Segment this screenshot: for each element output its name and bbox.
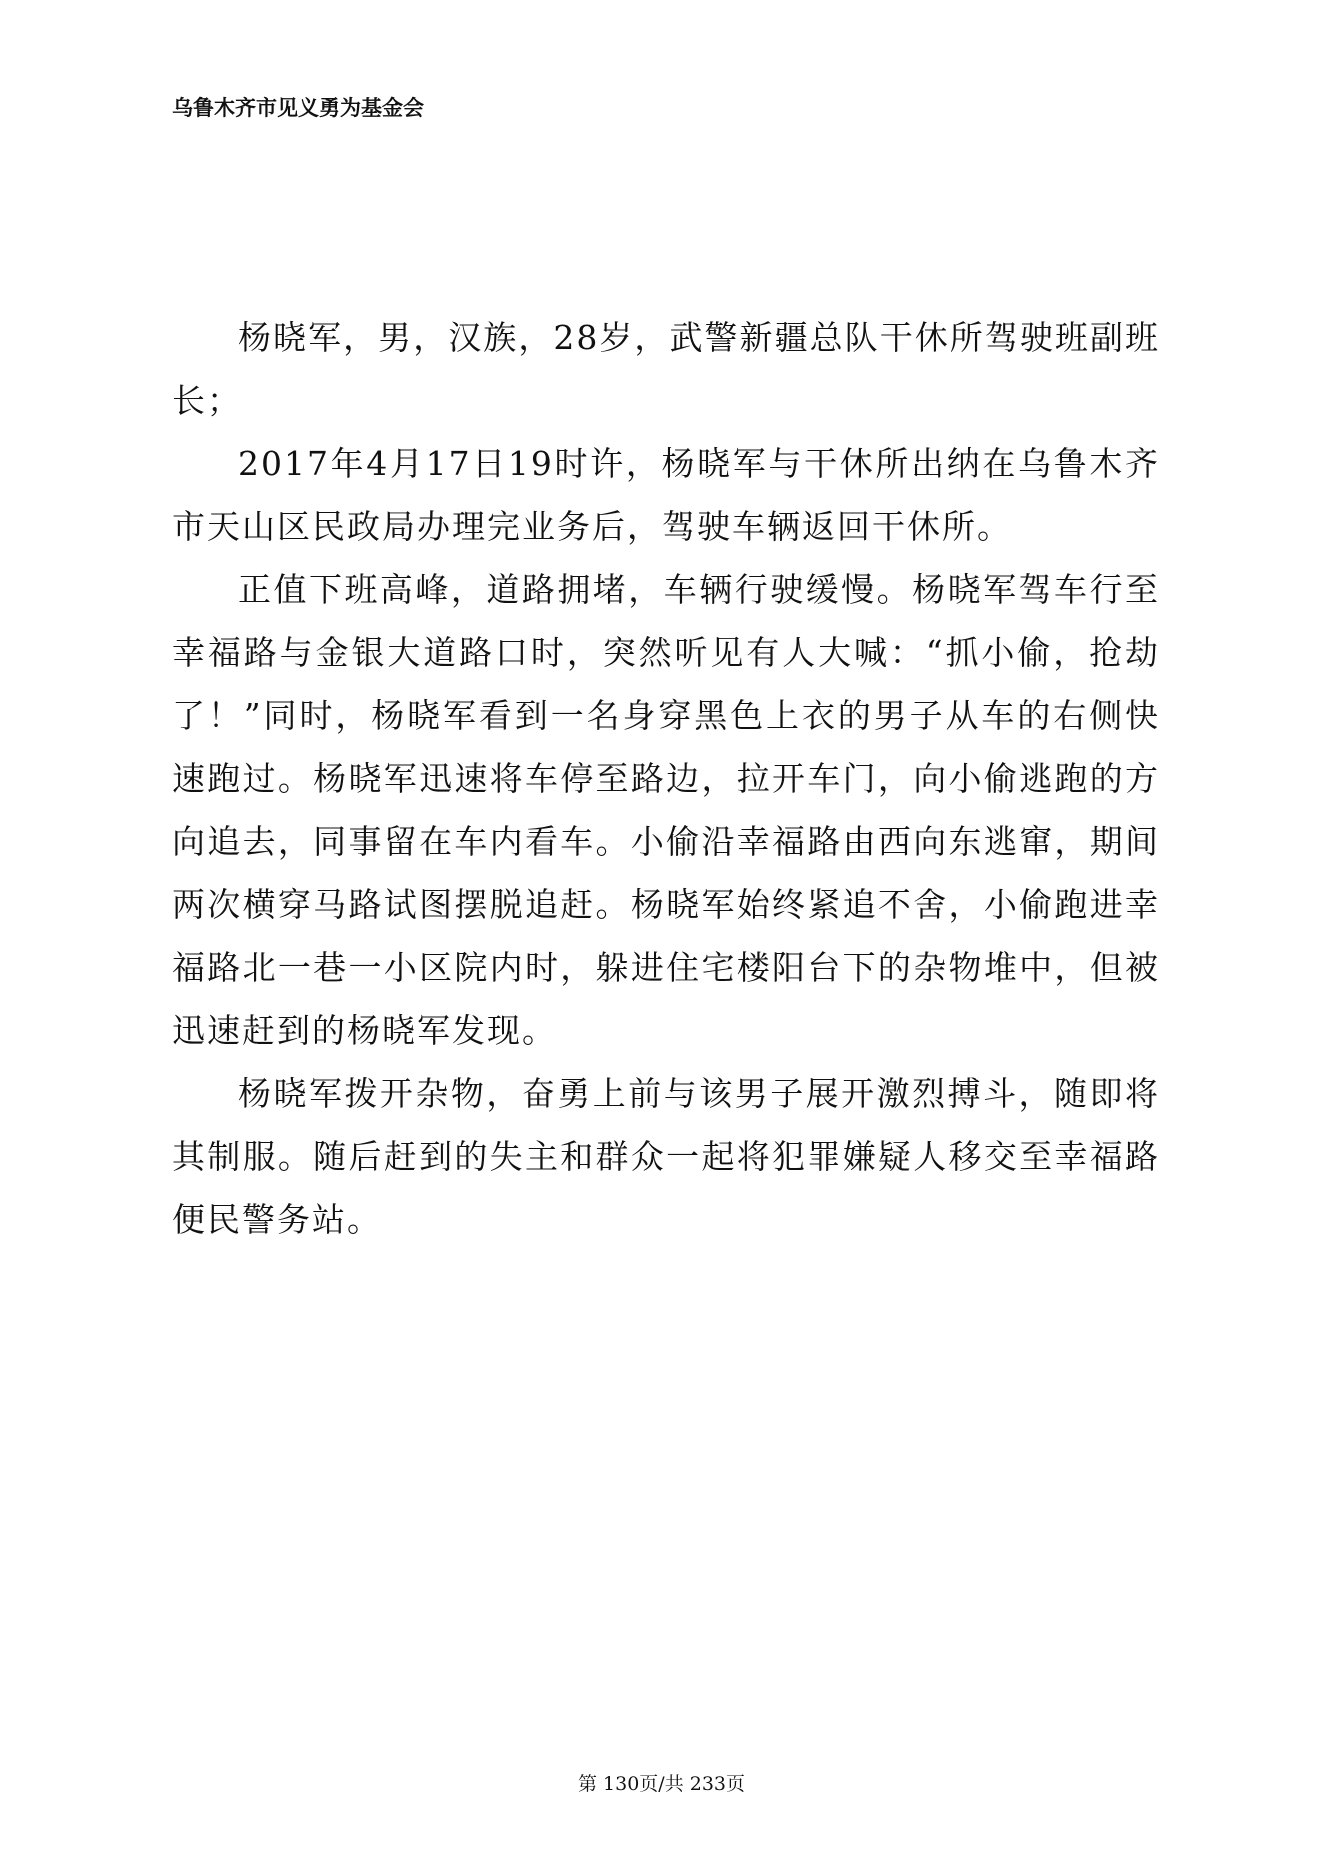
document-body	[172, 306, 1160, 1251]
paragraph-outcome: 杨晓军拨开杂物，奋勇上前与该男子展开激烈搏斗，随即将其制服。随后赶到的失主和群众一起将犯罪嫌疑人移交至幸福路便民警务站。	[172, 1074, 1160, 1239]
page-number-footer: 第 130页/共 233页	[577, 1773, 745, 1795]
paragraph-chase: 正值下班高峰，道路拥堵，车辆行驶缓慢。杨晓军驾车行至幸福路与金银大道路口时，突然听见有人大喊：“抓小偷，抢劫了！”同时，杨晓军看到一名身穿黑色上衣的男子从车的右侧快速跑过。杨晓军迅速将车停至路边，拉开车门，向小偷逃跑的方向追去，同事留在车内看车。小偷沿幸福路由西向东逃窜，期间两次横穿马路试图摆脱追赶。杨晓军始终紧追不舍，小偷跑进幸福路北一巷一小区院内时，躲进住宅楼阳台下的杂物堆中，但被迅速赶到的杨晓军发现。	[172, 570, 1160, 1050]
paragraph-date-context: 2017年4月17日19时许，杨晓军与干休所出纳在乌鲁木齐市天山区民政局办理完业务后，驾驶车辆返回干休所。	[172, 444, 1160, 546]
paragraph-person-info: 杨晓军，男，汉族，28岁，武警新疆总队干休所驾驶班副班长；	[172, 318, 1160, 420]
organization-header: 乌鲁木齐市见义勇为基金会	[172, 95, 424, 120]
